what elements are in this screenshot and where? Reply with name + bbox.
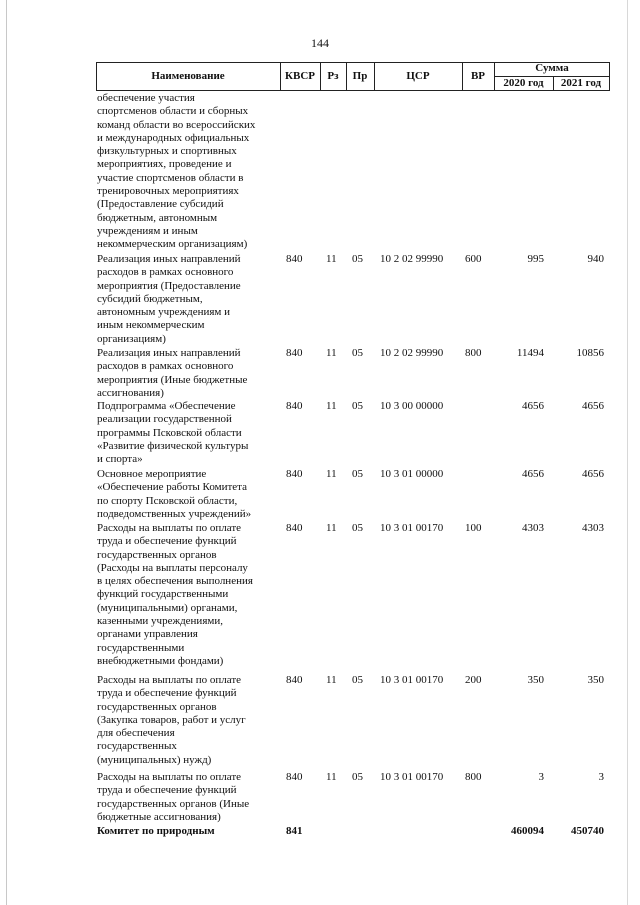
row-csr: 10 3 01 00170 bbox=[380, 674, 444, 686]
row-sum-2021: 10856 bbox=[576, 347, 604, 359]
header-pr: Пр bbox=[352, 70, 368, 82]
row-pr: 05 bbox=[352, 674, 363, 686]
header-rz: Рз bbox=[327, 70, 339, 82]
row-name: Реализация иных направлений расходов в рамках основного мероприятия (Предоставление субсидий бюджетным, автономным учреждениям и иным некоммерческим организациям) bbox=[97, 253, 241, 345]
row-name: Реализация иных направлений расходов в рамках основного мероприятия (Иные бюджетные ассигнования) bbox=[97, 347, 248, 399]
row-sum-2020: 995 bbox=[527, 253, 544, 265]
header-csr: ЦСР bbox=[406, 70, 430, 82]
row-vr: 800 bbox=[465, 347, 482, 359]
row-csr: 10 2 02 99990 bbox=[380, 347, 444, 359]
row-sum-2021: 450740 bbox=[571, 825, 604, 837]
row-sum-2021: 4656 bbox=[582, 468, 604, 480]
row-sum-2021: 940 bbox=[587, 253, 604, 265]
row-vr: 800 bbox=[465, 771, 482, 783]
row-rz: 11 bbox=[326, 771, 337, 783]
scan-edge-left bbox=[6, 0, 7, 905]
scan-edge-right bbox=[627, 0, 628, 905]
header-2021: 2021 год bbox=[560, 77, 602, 89]
row-kvsr: 840 bbox=[286, 347, 303, 359]
row-rz: 11 bbox=[326, 674, 337, 686]
header-2020: 2020 год bbox=[503, 77, 544, 89]
row-pr: 05 bbox=[352, 253, 363, 265]
row-kvsr: 840 bbox=[286, 771, 303, 783]
row-kvsr: 841 bbox=[286, 825, 303, 837]
row-pr: 05 bbox=[352, 468, 363, 480]
header-bottom-rule bbox=[96, 90, 609, 91]
row-name: Подпрограмма «Обеспечение реализации государственной программы Псковской области «Развитие физической культуры и спорта» bbox=[97, 400, 249, 466]
row-csr: 10 3 01 00170 bbox=[380, 771, 444, 783]
row-vr: 200 bbox=[465, 674, 482, 686]
row-sum-2020: 4656 bbox=[522, 400, 544, 412]
row-pr: 05 bbox=[352, 400, 363, 412]
row-csr: 10 2 02 99990 bbox=[380, 253, 444, 265]
row-kvsr: 840 bbox=[286, 674, 303, 686]
row-sum-2020: 4303 bbox=[522, 522, 544, 534]
row-sum-2021: 350 bbox=[587, 674, 604, 686]
row-kvsr: 840 bbox=[286, 468, 303, 480]
row-name: Расходы на выплаты по оплате труда и обеспечение функций государственных органов (Закупка товаров, работ и услуг для обеспечения государственных (муниципальных) нужд) bbox=[97, 674, 246, 766]
row-pr: 05 bbox=[352, 522, 363, 534]
row-rz: 11 bbox=[326, 468, 337, 480]
row-sum-2021: 4656 bbox=[582, 400, 604, 412]
row-sum-2021: 4303 bbox=[582, 522, 604, 534]
row-sum-2020: 3 bbox=[538, 771, 544, 783]
row-rz: 11 bbox=[326, 347, 337, 359]
row-kvsr: 840 bbox=[286, 400, 303, 412]
row-sum-2020: 460094 bbox=[511, 825, 544, 837]
row-vr: 100 bbox=[465, 522, 482, 534]
row-vr: 600 bbox=[465, 253, 482, 265]
row-rz: 11 bbox=[326, 253, 337, 265]
row-csr: 10 3 01 00170 bbox=[380, 522, 444, 534]
header-name: Наименование bbox=[151, 70, 225, 82]
row-name: Основное мероприятие «Обеспечение работы Комитета по спорту Псковской области, подведомственных учреждений» bbox=[97, 468, 252, 520]
row-kvsr: 840 bbox=[286, 522, 303, 534]
row-rz: 11 bbox=[326, 400, 337, 412]
header-vr: ВР bbox=[470, 70, 486, 82]
row-sum-2020: 4656 bbox=[522, 468, 544, 480]
header-kvsr: КВСР bbox=[285, 70, 315, 82]
row-csr: 10 3 01 00000 bbox=[380, 468, 444, 480]
row-name: обеспечение участия спортсменов области и сборных команд области во всероссийских и международных официальных физкультурных и спортивных мероприятиях, проведение и участие спортсменов области в тренировочных мероприятиях (Предоставление субсидий бюджетным, автономным учреждениям и иным некоммерческим организациям) bbox=[97, 92, 256, 251]
row-pr: 05 bbox=[352, 347, 363, 359]
row-sum-2020: 350 bbox=[527, 674, 544, 686]
row-pr: 05 bbox=[352, 771, 363, 783]
row-name: Расходы на выплаты по оплате труда и обеспечение функций государственных органов (Расходы на выплаты персоналу в целях обеспечения выполнения функций государственными (муниципальными) органами, казенными учреждениями, органами управления государственными внебюджетными фондами) bbox=[97, 522, 253, 667]
header-sum: Сумма bbox=[535, 62, 569, 74]
row-sum-2021: 3 bbox=[598, 771, 604, 783]
row-sum-2020: 11494 bbox=[516, 347, 544, 359]
row-name: Комитет по природным bbox=[97, 825, 215, 837]
page-number: 144 bbox=[311, 36, 329, 50]
row-rz: 11 bbox=[326, 522, 337, 534]
row-kvsr: 840 bbox=[286, 253, 303, 265]
row-csr: 10 3 00 00000 bbox=[380, 400, 444, 412]
row-name: Расходы на выплаты по оплате труда и обеспечение функций государственных органов (Иные бюджетные ассигнования) bbox=[97, 771, 250, 823]
